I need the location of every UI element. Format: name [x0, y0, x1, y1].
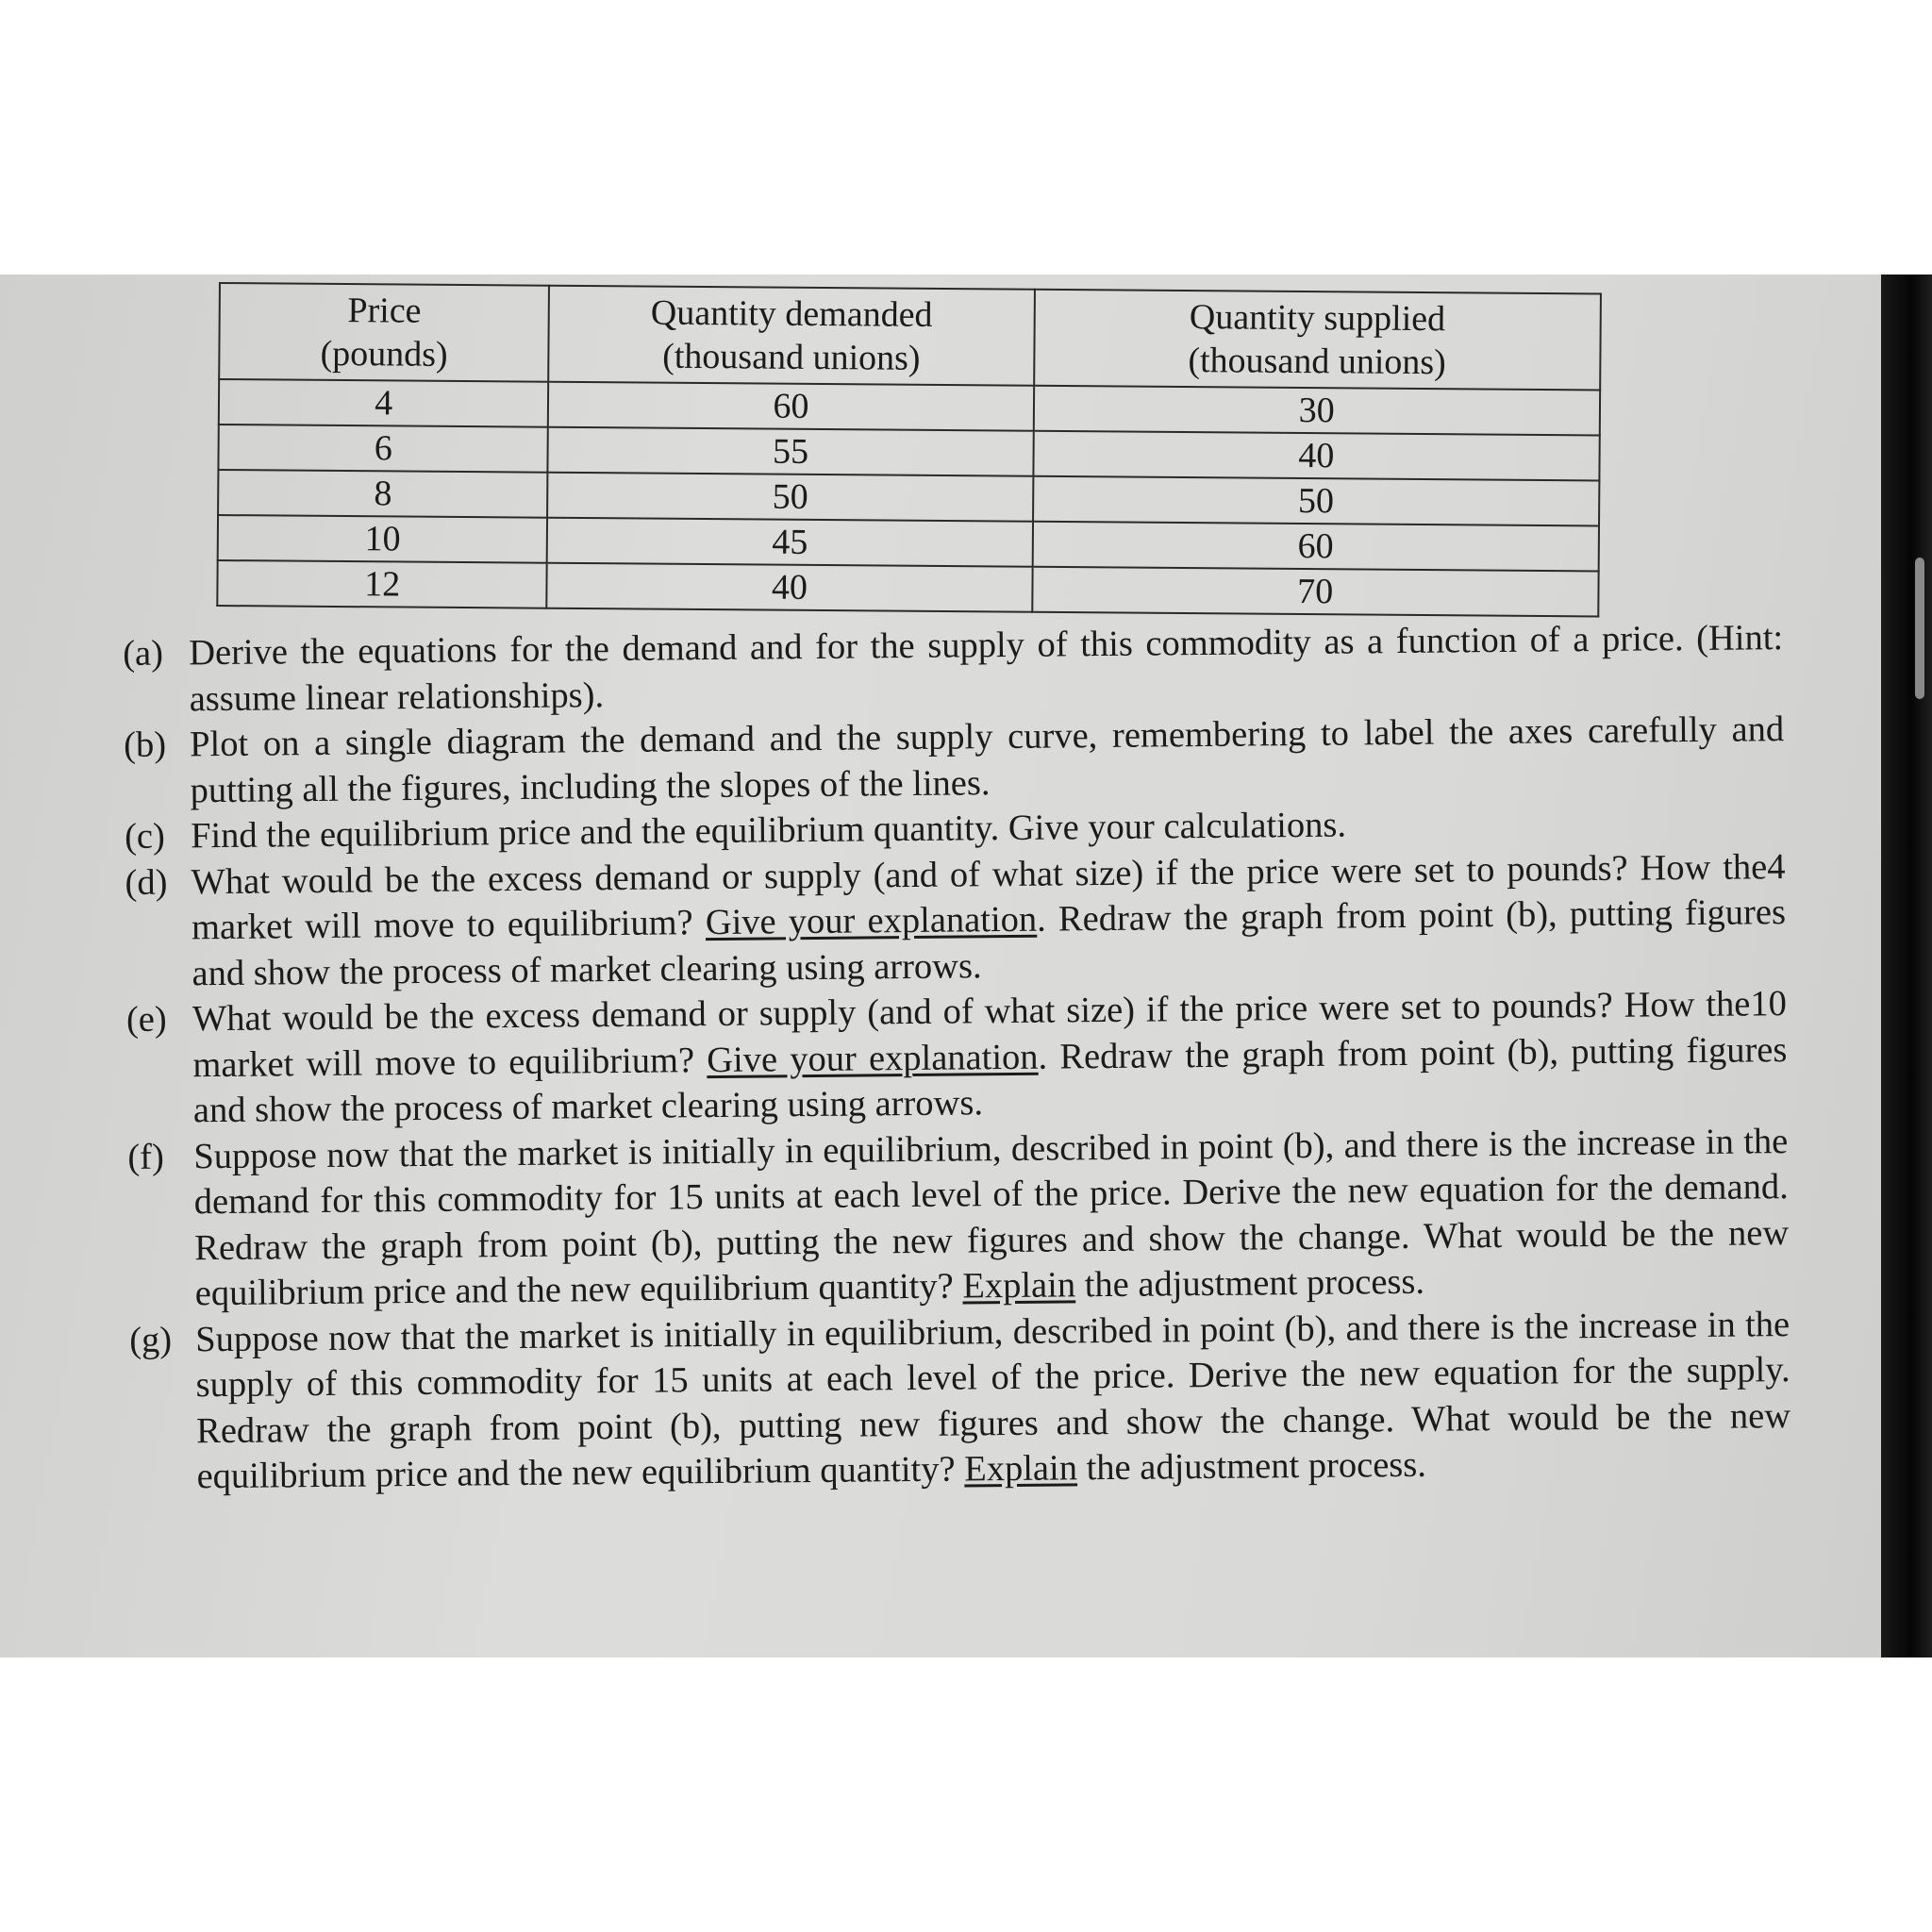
cell-supply: 40	[1033, 431, 1600, 481]
cell-price: 10	[218, 515, 548, 563]
cell-supply: 50	[1033, 476, 1600, 526]
screen-bezel	[1881, 275, 1932, 1657]
scrollbar-thumb[interactable]	[1915, 558, 1924, 699]
header-quantity-supplied	[1034, 290, 1601, 391]
question-c-text: Find the equilibrium price and the equilibrium quantity. Give your calculations.	[190, 805, 1347, 857]
cell-supply: 60	[1032, 522, 1599, 572]
cell-demand: 50	[547, 473, 1032, 522]
price-quantity-table	[216, 282, 1602, 618]
question-e-text-before: What would be the excess demand or supply (and of what size) if the price were set to	[192, 987, 1481, 1040]
question-g-explain-link: Explain	[964, 1448, 1078, 1490]
cell-supply: 30	[1033, 386, 1600, 436]
table-row	[217, 560, 1598, 616]
question-d-text-before: What would be the excess demand or supply (and of what size) if the price were set to	[191, 849, 1495, 902]
question-b-label: (b)	[123, 724, 167, 765]
document-photo	[0, 275, 1932, 1657]
cell-price: 12	[217, 560, 547, 608]
header-demand-line1: Quantity demanded	[650, 292, 933, 335]
question-e-price-value: 10	[1750, 984, 1788, 1024]
question-f-text-after: the adjustment process.	[1084, 1261, 1425, 1306]
question-f-text-before: Suppose now that the market is initially in equilibrium, described in point (b), and there is the increase in the demand for this commodity for 15 units at each level of the price. Derive the new equation for the demand. Redraw the graph from point (b), putting the new figures and show the change. What would be the new equilibrium price and the new equilibrium quantity?	[193, 1121, 1790, 1314]
cell-price: 6	[218, 425, 548, 473]
document-sheet	[0, 275, 1881, 1657]
header-supply-line1: Quantity supplied	[1189, 297, 1446, 340]
cell-demand: 40	[547, 563, 1032, 612]
header-demand-line2: (thousand unions)	[662, 336, 921, 378]
question-e-label: (e)	[125, 999, 167, 1040]
cell-supply: 70	[1032, 567, 1599, 617]
cell-demand: 55	[548, 427, 1033, 476]
question-e	[126, 981, 1788, 1134]
question-c-label: (c)	[124, 816, 166, 857]
question-e-text-mid: pounds? How the market will move to equilibrium?	[192, 984, 1751, 1085]
header-price-line2: (pounds)	[320, 333, 448, 375]
question-f-label: (f)	[127, 1137, 165, 1177]
question-b	[124, 707, 1785, 814]
cell-demand: 45	[547, 518, 1032, 567]
cell-price: 8	[218, 470, 548, 518]
header-price-line1: Price	[347, 291, 422, 331]
question-d-price-value: 4	[1767, 846, 1786, 887]
header-quantity-demanded	[549, 286, 1035, 386]
question-a-text: Derive the equations for the demand and for the supply of this commodity as a function of a price. (Hint: assume linear relationships).	[189, 618, 1784, 719]
table-header-row	[219, 283, 1601, 390]
question-d-text-after: . Redraw the graph from point (b), putting figures and show the process of market clearing using arrows.	[192, 892, 1787, 993]
question-e-text-after: . Redraw the graph from point (b), putting figures and show the process of market clearing using arrows.	[192, 1029, 1788, 1131]
question-d-text-mid: pounds? How the market will move to equilibrium?	[191, 846, 1768, 948]
question-d-label: (d)	[125, 862, 168, 903]
question-d	[125, 844, 1786, 997]
question-g-text-before: Suppose now that the market is initially in equilibrium, described in point (b), and there is the increase in the supply of this commodity for 15 units at each level of the price. Derive the new equation for the supply. Redraw the graph from point (b), putting new figures and show the change. What would be the new equilibrium price and the new equilibrium quantity?	[195, 1304, 1791, 1497]
header-supply-line2: (thousand unions)	[1188, 341, 1446, 383]
question-f	[127, 1119, 1790, 1318]
question-g	[129, 1302, 1791, 1501]
question-e-explanation-link: Give your explanation	[707, 1037, 1039, 1080]
header-price	[219, 283, 549, 382]
question-f-explain-link: Explain	[962, 1265, 1076, 1307]
question-a	[123, 615, 1784, 723]
question-b-text: Plot on a single diagram the demand and the supply curve, remembering to label the axes carefully and putting all the figures, including the slopes of the lines.	[189, 709, 1785, 810]
question-a-label: (a)	[123, 633, 164, 674]
question-list	[123, 615, 1791, 1500]
question-g-text-after: the adjustment process.	[1086, 1444, 1427, 1489]
cell-demand: 60	[548, 382, 1033, 431]
cell-price: 4	[219, 379, 549, 427]
question-d-explanation-link: Give your explanation	[705, 899, 1038, 943]
question-g-label: (g)	[129, 1320, 173, 1360]
